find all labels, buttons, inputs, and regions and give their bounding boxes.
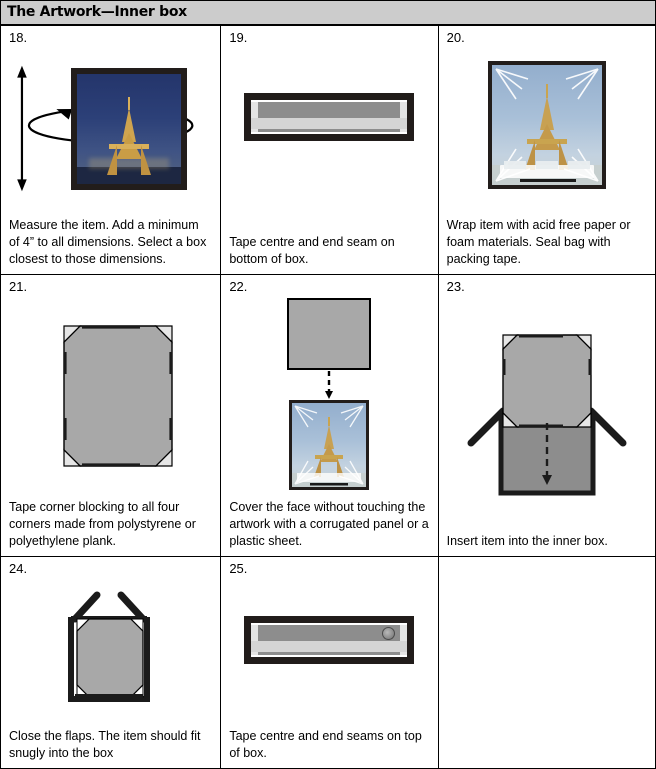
- step-cell-19: [221, 25, 438, 274]
- framed-artwork: [71, 68, 187, 190]
- table-header-row: [1, 1, 656, 26]
- step-cell-21: [1, 275, 221, 557]
- step-number: 22.: [229, 279, 248, 295]
- step-caption: Wrap item with acid free paper or foam materials. Seal bag with packing tape.: [446, 218, 631, 267]
- step-caption: Cover the face without touching the artwork with a corrugated panel or a plastic sheet.: [229, 499, 429, 548]
- step-caption: Tape centre and end seam on bottom of box.: [229, 235, 395, 267]
- step-cell-empty: [438, 556, 655, 768]
- wrapped-artwork: [488, 61, 606, 189]
- step-number: 25.: [229, 560, 248, 576]
- step-caption: Close the flaps. The item should fit snugly into the box: [9, 729, 201, 760]
- step-caption: Insert item into the inner box.: [446, 533, 608, 548]
- step-cell-23: [438, 275, 655, 557]
- step-caption: [447, 762, 647, 764]
- step-number: 19.: [229, 30, 248, 46]
- step-figure-close-flaps: [9, 576, 212, 728]
- taped-box-icon: [244, 616, 414, 664]
- step-number: 21.: [9, 279, 28, 295]
- step-figure-empty: [447, 577, 647, 762]
- step-cell-20: [438, 25, 655, 274]
- table-row: [1, 275, 656, 557]
- insert-item-icon: [463, 327, 631, 499]
- down-arrow-icon: [320, 370, 338, 400]
- step-figure-measure-artwork: [9, 46, 212, 217]
- step-cell-25: [221, 556, 438, 768]
- step-caption: Measure the item. Add a minimum of 4” to all dimensions. Select a box closest to those dimensions.: [9, 218, 207, 267]
- step-number: 18.: [9, 30, 28, 46]
- step-cell-18: [1, 25, 221, 274]
- step-cell-24: [1, 556, 221, 768]
- section-header-cell: [1, 1, 656, 26]
- panel-corner-blocks-icon: [36, 316, 186, 476]
- step-figure-tape-bottom: [229, 46, 429, 234]
- close-flaps-icon: [41, 589, 181, 714]
- taped-box-icon: [244, 93, 414, 141]
- step-figure-corner-blocking: [9, 294, 212, 499]
- step-number: 23.: [446, 279, 465, 295]
- step-figure-cover-face: [229, 295, 429, 499]
- table-row: [1, 556, 656, 768]
- step-figure-wrapped-artwork: [447, 46, 647, 217]
- corrugated-panel: [287, 298, 371, 370]
- step-number: [447, 561, 647, 577]
- step-number: 24.: [9, 560, 28, 576]
- step-cell-22: [221, 275, 438, 557]
- step-caption: Tape corner blocking to all four corners made from polystyrene or polyethylene plank.: [9, 499, 196, 548]
- step-figure-tape-top: [229, 577, 429, 728]
- page-title: The Artwork—Inner box: [7, 4, 187, 20]
- wrapped-artwork: [289, 400, 369, 490]
- step-figure-insert-into-box: [447, 294, 647, 533]
- step-caption: Tape centre and end seams on top of box.: [229, 729, 422, 760]
- table-row: [1, 25, 656, 274]
- step-number: 20.: [446, 30, 465, 46]
